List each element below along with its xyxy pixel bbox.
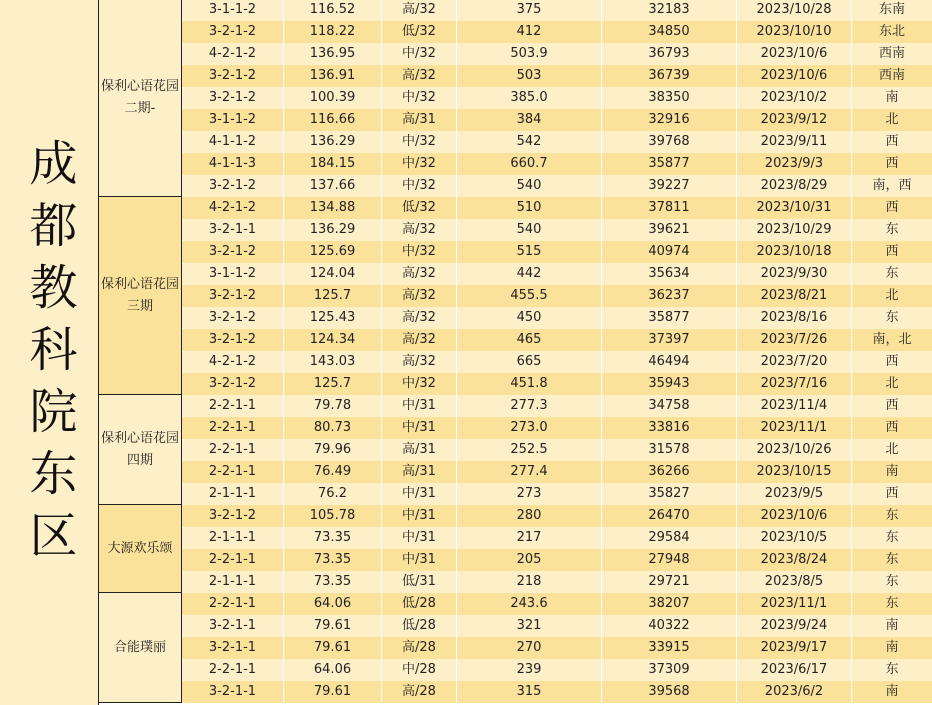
unit-price-cell: 39568	[602, 681, 737, 703]
floor-cell: 中/32	[382, 175, 457, 197]
unit-price-cell: 40974	[602, 241, 737, 263]
area-cell: 136.29	[284, 219, 382, 241]
total-price-cell: 542	[457, 131, 602, 153]
table-row	[182, 351, 932, 373]
orientation-cell: 东	[885, 530, 899, 545]
table-row	[182, 263, 932, 285]
unit-layout-cell: 2-2-1-1	[182, 395, 284, 417]
area-cell: 76.2	[284, 483, 382, 505]
unit-price-cell: 32183	[602, 0, 737, 21]
unit-layout-cell: 2-2-1-1	[182, 439, 284, 461]
orientation-cell: 东	[885, 596, 899, 611]
unit-price-cell: 36793	[602, 43, 737, 65]
unit-layout-cell: 2-2-1-1	[182, 593, 284, 615]
unit-layout-cell: 3-2-1-2	[182, 505, 284, 527]
unit-price-cell: 29721	[602, 571, 737, 593]
floor-cell: 高/32	[382, 351, 457, 373]
unit-layout-cell: 3-2-1-2	[182, 65, 284, 87]
unit-layout-cell: 3-2-1-2	[182, 329, 284, 351]
total-price-cell: 451.8	[457, 373, 602, 395]
region-label-cell	[0, 0, 99, 705]
unit-price-cell: 27948	[602, 549, 737, 571]
unit-layout-cell: 3-1-1-2	[182, 109, 284, 131]
area-cell: 116.52	[284, 0, 382, 21]
orientation-cell: 北	[885, 442, 899, 457]
unit-price-cell: 39768	[602, 131, 737, 153]
total-price-cell: 665	[457, 351, 602, 373]
unit-price-cell: 39227	[602, 175, 737, 197]
deal-date-cell: 2023/8/24	[737, 549, 852, 571]
table-row	[182, 615, 932, 637]
unit-layout-cell: 3-2-1-2	[182, 241, 284, 263]
total-price-cell: 277.3	[457, 395, 602, 417]
floor-cell: 中/31	[382, 483, 457, 505]
total-price-cell: 450	[457, 307, 602, 329]
unit-price-cell: 29584	[602, 527, 737, 549]
orientation-cell: 南	[885, 464, 899, 479]
orientation-cell: 东	[885, 310, 899, 325]
floor-cell: 高/32	[382, 307, 457, 329]
area-cell: 136.91	[284, 65, 382, 87]
table-row	[182, 175, 932, 197]
community-name-cell	[99, 0, 182, 197]
floor-cell: 低/32	[382, 21, 457, 43]
orientation-cell: 南，北	[872, 332, 912, 347]
total-price-cell: 315	[457, 681, 602, 703]
area-cell: 79.96	[284, 439, 382, 461]
transaction-table	[182, 0, 932, 703]
orientation-cell: 西	[885, 200, 899, 215]
community-name: 保利心语花园三期	[101, 276, 180, 314]
floor-cell: 中/31	[382, 395, 457, 417]
floor-cell: 中/31	[382, 549, 457, 571]
deal-date-cell: 2023/8/21	[737, 285, 852, 307]
unit-price-cell: 36739	[602, 65, 737, 87]
deal-date-cell: 2023/9/5	[737, 483, 852, 505]
deal-date-cell: 2023/10/10	[737, 21, 852, 43]
area-cell: 79.78	[284, 395, 382, 417]
table-row	[182, 527, 932, 549]
area-cell: 125.7	[284, 285, 382, 307]
orientation-cell: 南	[885, 640, 899, 655]
area-cell: 73.35	[284, 549, 382, 571]
unit-layout-cell: 3-1-1-2	[182, 0, 284, 21]
unit-price-cell: 36266	[602, 461, 737, 483]
unit-price-cell: 34850	[602, 21, 737, 43]
total-price-cell: 321	[457, 615, 602, 637]
orientation-cell: 西	[885, 398, 899, 413]
floor-cell: 高/32	[382, 263, 457, 285]
unit-layout-cell: 3-2-1-2	[182, 175, 284, 197]
total-price-cell: 503.9	[457, 43, 602, 65]
unit-price-cell: 37397	[602, 329, 737, 351]
area-cell: 143.03	[284, 351, 382, 373]
orientation-cell: 东	[885, 508, 899, 523]
area-cell: 134.88	[284, 197, 382, 219]
unit-layout-cell: 2-2-1-1	[182, 417, 284, 439]
table-row	[182, 681, 932, 703]
deal-date-cell: 2023/10/29	[737, 219, 852, 241]
table-row	[182, 505, 932, 527]
community-name: 大源欢乐颂	[107, 540, 173, 556]
table-row	[182, 197, 932, 219]
floor-cell: 高/32	[382, 219, 457, 241]
area-cell: 79.61	[284, 637, 382, 659]
total-price-cell: 412	[457, 21, 602, 43]
total-price-cell: 273	[457, 483, 602, 505]
unit-price-cell: 31578	[602, 439, 737, 461]
orientation-cell: 东北	[878, 24, 905, 39]
orientation-cell: 西	[885, 420, 899, 435]
area-cell: 100.39	[284, 87, 382, 109]
table-row	[182, 21, 932, 43]
orientation-cell: 北	[885, 288, 899, 303]
area-cell: 184.15	[284, 153, 382, 175]
area-cell: 125.69	[284, 241, 382, 263]
area-cell: 136.29	[284, 131, 382, 153]
community-name-cell	[99, 505, 182, 593]
total-price-cell: 455.5	[457, 285, 602, 307]
unit-price-cell: 32916	[602, 109, 737, 131]
orientation-cell: 东	[885, 266, 899, 281]
area-cell: 105.78	[284, 505, 382, 527]
floor-cell: 中/32	[382, 43, 457, 65]
deal-date-cell: 2023/11/1	[737, 417, 852, 439]
orientation-cell: 南，西	[872, 178, 912, 193]
unit-layout-cell: 4-1-1-2	[182, 131, 284, 153]
unit-price-cell: 40322	[602, 615, 737, 637]
area-cell: 73.35	[284, 527, 382, 549]
deal-date-cell: 2023/6/17	[737, 659, 852, 681]
unit-price-cell: 35634	[602, 263, 737, 285]
table-row	[182, 593, 932, 615]
deal-date-cell: 2023/11/1	[737, 593, 852, 615]
orientation-cell: 北	[885, 376, 899, 391]
unit-price-cell: 35827	[602, 483, 737, 505]
table-row	[182, 483, 932, 505]
unit-layout-cell: 4-2-1-2	[182, 197, 284, 219]
floor-cell: 中/32	[382, 153, 457, 175]
floor-cell: 中/31	[382, 505, 457, 527]
orientation-cell: 西	[885, 134, 899, 149]
table-row	[182, 0, 932, 21]
table-row	[182, 461, 932, 483]
deal-date-cell: 2023/10/31	[737, 197, 852, 219]
unit-price-cell: 33816	[602, 417, 737, 439]
deal-date-cell: 2023/11/4	[737, 395, 852, 417]
floor-cell: 高/32	[382, 65, 457, 87]
community-name: 保利心语花园二期-	[101, 79, 180, 116]
table-row	[182, 659, 932, 681]
unit-price-cell: 33915	[602, 637, 737, 659]
total-price-cell: 252.5	[457, 439, 602, 461]
table-row	[182, 87, 932, 109]
deal-date-cell: 2023/9/30	[737, 263, 852, 285]
total-price-cell: 243.6	[457, 593, 602, 615]
deal-date-cell: 2023/9/17	[737, 637, 852, 659]
floor-cell: 中/28	[382, 659, 457, 681]
table-row	[182, 307, 932, 329]
unit-layout-cell: 2-2-1-1	[182, 549, 284, 571]
floor-cell: 高/32	[382, 329, 457, 351]
unit-layout-cell: 2-2-1-1	[182, 659, 284, 681]
table-row	[182, 439, 932, 461]
orientation-cell: 西	[885, 156, 899, 171]
unit-price-cell: 38207	[602, 593, 737, 615]
deal-date-cell: 2023/10/6	[737, 65, 852, 87]
total-price-cell: 375	[457, 0, 602, 21]
area-cell: 116.66	[284, 109, 382, 131]
total-price-cell: 239	[457, 659, 602, 681]
floor-cell: 低/32	[382, 197, 457, 219]
floor-cell: 高/32	[382, 0, 457, 21]
deal-date-cell: 2023/9/12	[737, 109, 852, 131]
community-name-cell	[99, 395, 182, 505]
orientation-cell: 西	[885, 354, 899, 369]
unit-layout-cell: 4-2-1-2	[182, 43, 284, 65]
area-cell: 64.06	[284, 659, 382, 681]
total-price-cell: 465	[457, 329, 602, 351]
total-price-cell: 384	[457, 109, 602, 131]
area-cell: 73.35	[284, 571, 382, 593]
floor-cell: 中/32	[382, 373, 457, 395]
area-cell: 125.7	[284, 373, 382, 395]
table-row	[182, 219, 932, 241]
total-price-cell: 218	[457, 571, 602, 593]
unit-price-cell: 39621	[602, 219, 737, 241]
orientation-cell: 东	[885, 574, 899, 589]
deal-date-cell: 2023/10/2	[737, 87, 852, 109]
total-price-cell: 515	[457, 241, 602, 263]
orientation-cell: 南	[885, 90, 899, 105]
community-name-cell	[99, 197, 182, 395]
community-name: 合能璞丽	[113, 639, 166, 655]
area-cell: 64.06	[284, 593, 382, 615]
area-cell: 136.95	[284, 43, 382, 65]
total-price-cell: 510	[457, 197, 602, 219]
unit-layout-cell: 2-1-1-1	[182, 527, 284, 549]
unit-price-cell: 37811	[602, 197, 737, 219]
deal-date-cell: 2023/10/6	[737, 43, 852, 65]
table-row	[182, 571, 932, 593]
total-price-cell: 270	[457, 637, 602, 659]
table-row	[182, 285, 932, 307]
unit-price-cell: 34758	[602, 395, 737, 417]
orientation-cell: 西南	[878, 68, 905, 83]
table-row	[182, 373, 932, 395]
deal-date-cell: 2023/7/20	[737, 351, 852, 373]
orientation-cell: 东南	[878, 2, 905, 17]
deal-date-cell: 2023/10/15	[737, 461, 852, 483]
unit-price-cell: 36237	[602, 285, 737, 307]
floor-cell: 低/31	[382, 571, 457, 593]
orientation-cell: 东	[885, 552, 899, 567]
floor-cell: 高/31	[382, 109, 457, 131]
total-price-cell: 540	[457, 219, 602, 241]
floor-cell: 中/32	[382, 241, 457, 263]
orientation-cell: 北	[885, 112, 899, 127]
deal-date-cell: 2023/9/3	[737, 153, 852, 175]
orientation-cell: 东	[885, 222, 899, 237]
area-cell: 79.61	[284, 681, 382, 703]
unit-price-cell: 38350	[602, 87, 737, 109]
floor-cell: 高/32	[382, 285, 457, 307]
unit-layout-cell: 3-1-1-2	[182, 263, 284, 285]
total-price-cell: 540	[457, 175, 602, 197]
area-cell: 80.73	[284, 417, 382, 439]
table-row	[182, 637, 932, 659]
total-price-cell: 385.0	[457, 87, 602, 109]
unit-layout-cell: 2-2-1-1	[182, 461, 284, 483]
area-cell: 125.43	[284, 307, 382, 329]
area-cell: 76.49	[284, 461, 382, 483]
unit-layout-cell: 3-2-1-2	[182, 307, 284, 329]
area-cell: 124.34	[284, 329, 382, 351]
orientation-cell: 东	[885, 662, 899, 677]
unit-layout-cell: 3-2-1-1	[182, 219, 284, 241]
deal-date-cell: 2023/10/26	[737, 439, 852, 461]
table-row	[182, 43, 932, 65]
unit-layout-cell: 2-1-1-1	[182, 483, 284, 505]
area-cell: 79.61	[284, 615, 382, 637]
floor-cell: 低/28	[382, 593, 457, 615]
unit-layout-cell: 3-2-1-1	[182, 637, 284, 659]
deal-date-cell: 2023/10/28	[737, 0, 852, 21]
unit-layout-cell: 4-1-1-3	[182, 153, 284, 175]
total-price-cell: 503	[457, 65, 602, 87]
floor-cell: 中/31	[382, 417, 457, 439]
total-price-cell: 217	[457, 527, 602, 549]
deal-date-cell: 2023/8/16	[737, 307, 852, 329]
orientation-cell: 西	[885, 486, 899, 501]
unit-layout-cell: 3-2-1-1	[182, 681, 284, 703]
floor-cell: 中/31	[382, 527, 457, 549]
orientation-cell: 南	[885, 618, 899, 633]
table-row	[182, 109, 932, 131]
deal-date-cell: 2023/7/26	[737, 329, 852, 351]
community-column	[99, 0, 182, 705]
orientation-cell: 西南	[878, 46, 905, 61]
floor-cell: 中/32	[382, 131, 457, 153]
table-row	[182, 549, 932, 571]
table-row	[182, 153, 932, 175]
community-name-cell	[99, 593, 182, 703]
floor-cell: 低/28	[382, 615, 457, 637]
unit-price-cell: 35877	[602, 153, 737, 175]
unit-price-cell: 46494	[602, 351, 737, 373]
table-row	[182, 65, 932, 87]
unit-price-cell: 37309	[602, 659, 737, 681]
unit-layout-cell: 3-2-1-2	[182, 373, 284, 395]
unit-price-cell: 26470	[602, 505, 737, 527]
deal-date-cell: 2023/10/5	[737, 527, 852, 549]
unit-layout-cell: 4-2-1-2	[182, 351, 284, 373]
table-row	[182, 395, 932, 417]
floor-cell: 高/28	[382, 681, 457, 703]
floor-cell: 高/31	[382, 461, 457, 483]
unit-layout-cell: 3-2-1-2	[182, 21, 284, 43]
unit-layout-cell: 3-2-1-1	[182, 615, 284, 637]
floor-cell: 中/32	[382, 87, 457, 109]
total-price-cell: 280	[457, 505, 602, 527]
deal-date-cell: 2023/8/5	[737, 571, 852, 593]
deal-date-cell: 2023/6/2	[737, 681, 852, 703]
orientation-cell: 西	[885, 244, 899, 259]
total-price-cell: 660.7	[457, 153, 602, 175]
area-cell: 124.04	[284, 263, 382, 285]
orientation-cell: 南	[885, 684, 899, 699]
area-cell: 118.22	[284, 21, 382, 43]
deal-date-cell: 2023/9/11	[737, 131, 852, 153]
total-price-cell: 205	[457, 549, 602, 571]
unit-layout-cell: 2-1-1-1	[182, 571, 284, 593]
table-row	[182, 329, 932, 351]
deal-date-cell: 2023/10/18	[737, 241, 852, 263]
total-price-cell: 277.4	[457, 461, 602, 483]
floor-cell: 高/31	[382, 439, 457, 461]
unit-price-cell: 35943	[602, 373, 737, 395]
table-row	[182, 131, 932, 153]
floor-cell: 高/28	[382, 637, 457, 659]
deal-date-cell: 2023/8/29	[737, 175, 852, 197]
community-name: 保利心语花园四期	[101, 430, 180, 468]
total-price-cell: 273.0	[457, 417, 602, 439]
area-cell: 137.66	[284, 175, 382, 197]
region-label: 成都教科院东区	[21, 137, 77, 572]
table-row	[182, 417, 932, 439]
deal-date-cell: 2023/9/24	[737, 615, 852, 637]
deal-date-cell: 2023/10/6	[737, 505, 852, 527]
total-price-cell: 442	[457, 263, 602, 285]
unit-layout-cell: 3-2-1-2	[182, 87, 284, 109]
table-row	[182, 241, 932, 263]
unit-layout-cell: 3-2-1-2	[182, 285, 284, 307]
unit-price-cell: 35877	[602, 307, 737, 329]
deal-date-cell: 2023/7/16	[737, 373, 852, 395]
